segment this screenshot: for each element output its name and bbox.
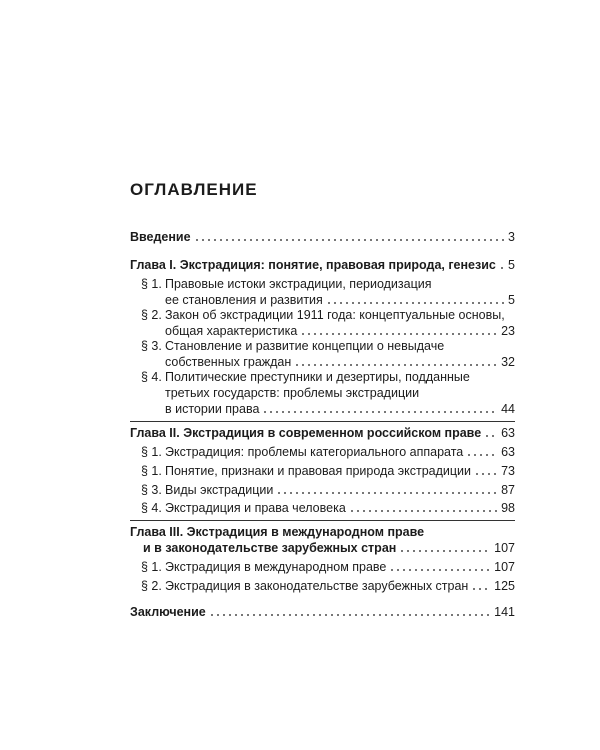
leader-dots	[474, 473, 498, 475]
entry-page: 87	[501, 483, 515, 497]
leader-dots	[399, 550, 491, 552]
section-number: § 1.	[141, 560, 162, 574]
entry-label-line: в истории права	[165, 402, 260, 416]
entry-label: Экстрадиция: проблемы категориального аппарата	[165, 445, 464, 459]
toc-entry-chapter-3	[130, 524, 515, 556]
entry-label: Экстрадиция в международном праве	[165, 560, 387, 574]
toc-entry-ch2-section-1	[141, 463, 515, 479]
entry-label-line: Становление и развитие концепции о невыдаче	[165, 339, 445, 353]
entry-page: 107	[494, 541, 515, 555]
section-number: § 1.	[141, 277, 162, 291]
leader-dots	[349, 510, 498, 512]
section-number: § 3.	[141, 339, 162, 353]
entry-label-line: Политические преступники и дезертиры, подданные	[165, 370, 470, 384]
section-number: § 4.	[141, 370, 162, 384]
leader-dots	[484, 435, 498, 437]
entry-page: 23	[501, 324, 515, 338]
leader-dots	[194, 239, 505, 241]
entry-page: 5	[508, 258, 515, 272]
toc-entry-ch3-section-1	[141, 559, 515, 575]
entry-label: Виды экстрадиции	[165, 483, 274, 497]
entry-label-line: Правовые истоки экстрадиции, периодизация	[165, 277, 432, 291]
entry-page: 125	[494, 579, 515, 593]
entry-label: Введение	[130, 230, 191, 244]
leader-dots	[471, 588, 491, 590]
section-number: § 4.	[141, 501, 162, 515]
section-divider	[130, 520, 515, 521]
toc-entry-ch1-section-4	[141, 369, 515, 417]
entry-label: Глава I. Экстрадиция: понятие, правовая природа, генезис	[130, 258, 496, 272]
toc-entry-chapter-2	[130, 425, 515, 441]
leader-dots	[262, 411, 498, 413]
entry-page: 98	[501, 501, 515, 515]
toc-entry-intro	[130, 229, 515, 245]
toc-entry-ch2-section-3	[141, 482, 515, 498]
toc-entry-conclusion	[130, 604, 515, 620]
section-number: § 3.	[141, 483, 162, 497]
leader-dots	[209, 614, 491, 616]
entry-label-line: Глава III. Экстрадиция в международном праве	[130, 525, 425, 539]
toc-entry-ch1-section-2	[141, 307, 515, 339]
entry-page: 3	[508, 230, 515, 244]
entry-label-line: общая характеристика	[165, 324, 298, 338]
entry-page: 63	[501, 445, 515, 459]
toc-entry-ch1-section-3	[141, 338, 515, 370]
toc-entry-ch2-section-0	[141, 444, 515, 460]
entry-page: 32	[501, 355, 515, 369]
entry-label-line: третьих государств: проблемы экстрадиции	[165, 386, 420, 400]
leader-dots	[294, 364, 498, 366]
leader-dots	[389, 569, 491, 571]
entry-label-line: ее становления и развития	[165, 293, 323, 307]
entry-label: Глава II. Экстрадиция в современном российском праве	[130, 426, 482, 440]
entry-label: Понятие, признаки и правовая природа экстрадиции	[165, 464, 472, 478]
toc-entry-ch3-section-2	[141, 578, 515, 594]
entry-label-line: Закон об экстрадиции 1911 года: концептуальные основы,	[165, 308, 505, 322]
entry-page: 73	[501, 464, 515, 478]
entry-label: Экстрадиция в законодательстве зарубежных стран	[165, 579, 469, 593]
leader-dots	[326, 302, 505, 304]
entry-label-line: и в законодательстве зарубежных стран	[143, 541, 397, 555]
entry-label: Заключение	[130, 605, 206, 619]
toc-entry-ch2-section-4	[141, 500, 515, 516]
section-number: § 1.	[141, 464, 162, 478]
leader-dots	[466, 454, 498, 456]
section-number: § 2.	[141, 308, 162, 322]
section-number: § 2.	[141, 579, 162, 593]
entry-page: 5	[508, 293, 515, 307]
page-title: ОГЛАВЛЕНИЕ	[130, 180, 258, 199]
entry-page: 44	[501, 402, 515, 416]
entry-label: Экстрадиция и права человека	[165, 501, 346, 515]
entry-label-line: собственных граждан	[165, 355, 292, 369]
section-number: § 1.	[141, 445, 162, 459]
entry-page: 107	[494, 560, 515, 574]
leader-dots	[276, 492, 498, 494]
toc-entry-chapter-1	[130, 257, 515, 273]
section-divider	[130, 421, 515, 422]
leader-dots	[300, 333, 498, 335]
entry-page: 141	[494, 605, 515, 619]
leader-dots	[499, 267, 505, 269]
toc-entry-ch1-section-1	[141, 276, 515, 308]
entry-page: 63	[501, 426, 515, 440]
